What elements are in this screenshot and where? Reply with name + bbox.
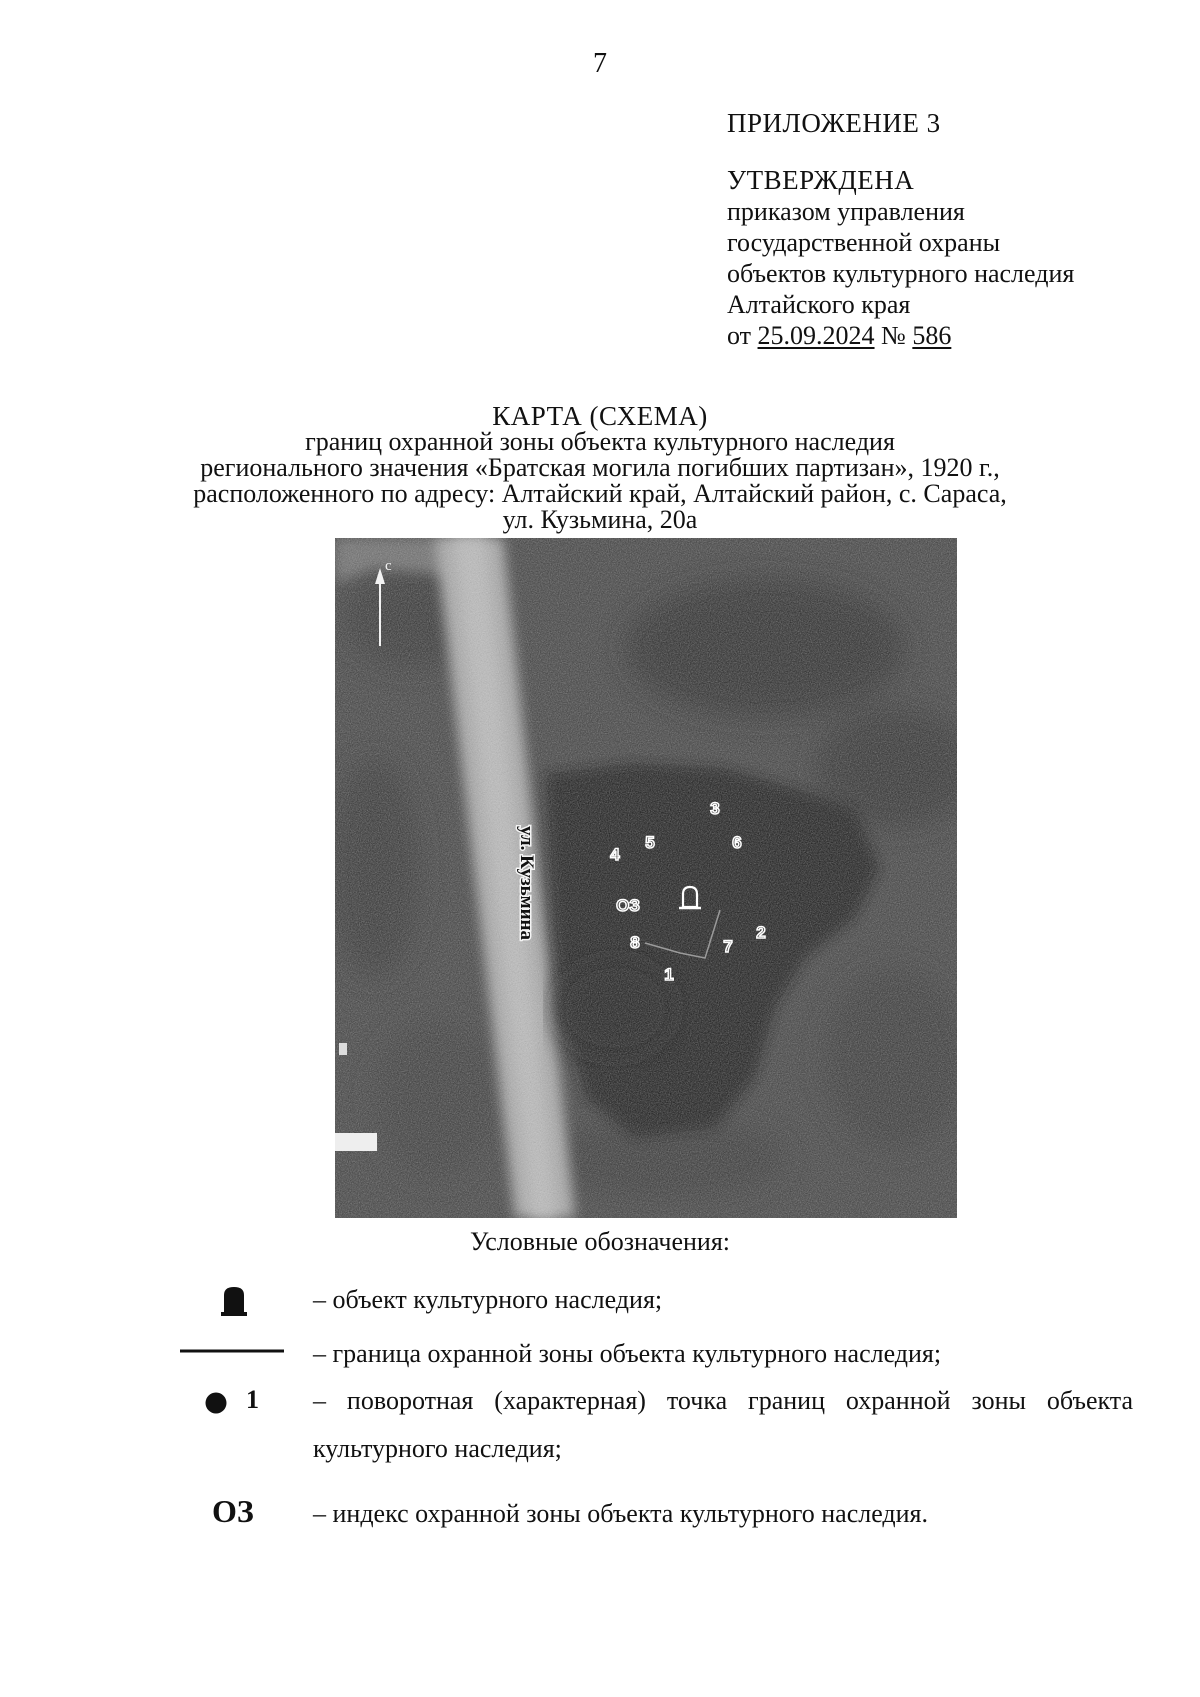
approval-block [727,108,1074,351]
approval-date-line [727,320,1074,351]
map-svg [335,538,957,1218]
legend-title: Условные обозначения: [469,1227,731,1256]
title-line: границ охранной зоны объекта культурного наследия [305,427,895,456]
appendix-label: ПРИЛОЖЕНИЕ 3 [727,108,941,138]
date-prefix: от [727,321,752,350]
boundary-line-icon [180,1348,284,1354]
point-label-8: 8 [630,933,640,952]
page-number: 7 [593,48,607,79]
turning-point-icon [204,1391,228,1415]
title-line: расположенного по адресу: Алтайский край, Алтайский район, с. Сараса, [193,479,1007,508]
point-label-6: 6 [732,833,742,852]
monument-icon [221,1285,247,1317]
map-grain [335,538,957,1218]
point-label-7: 7 [723,937,733,956]
legend-item-zone-index [0,1493,1200,1539]
point-label-1: 1 [664,965,674,984]
point-label-2: 2 [756,923,766,942]
point-label-4: 4 [610,845,620,864]
approval-line: государственной охраны [727,228,1001,257]
legend-text: культурного наследия; [313,1434,562,1463]
legend-text: – объект культурного наследия; [313,1285,663,1314]
legend-text: – поворотная (характерная) точка границ охранной зоны объекта [313,1386,1133,1415]
zone-index-symbol: ОЗ [212,1493,254,1529]
map-edge-mark [339,1043,347,1055]
approval-line: приказом управления [727,197,965,226]
title-line: регионального значения «Братская могила погибших партизан», 1920 г., [200,453,1000,482]
title-line: ул. Кузьмина, 20а [502,505,698,534]
map-title [0,403,1200,533]
number-sign: № [881,321,906,350]
map-edge-mark [335,1133,377,1151]
legend-text: – индекс охранной зоны объекта культурного наследия. [313,1499,929,1528]
zone-index-label: ОЗ [616,896,640,915]
approval-line: Алтайского края [727,290,911,319]
point-label-3: 3 [710,799,720,818]
approval-line: объектов культурного наследия [727,259,1075,288]
legend-text: – граница охранной зоны объекта культурного наследия; [313,1339,942,1368]
street-label: ул. Кузьмина [516,826,537,941]
approved-label: УТВЕРЖДЕНА [727,165,915,195]
map-image [335,538,957,1218]
point-label-5: 5 [645,833,655,852]
legend-item-boundary [0,1337,1200,1377]
turning-point-number: 1 [246,1385,259,1414]
approval-date: 25.09.2024 [757,321,875,350]
approval-number: 586 [912,321,952,350]
north-label: с [385,558,392,574]
legend-item-turning-point [0,1384,1200,1484]
legend-item-monument [0,1283,1200,1323]
map-heading: КАРТА (СХЕМА) [492,401,708,431]
